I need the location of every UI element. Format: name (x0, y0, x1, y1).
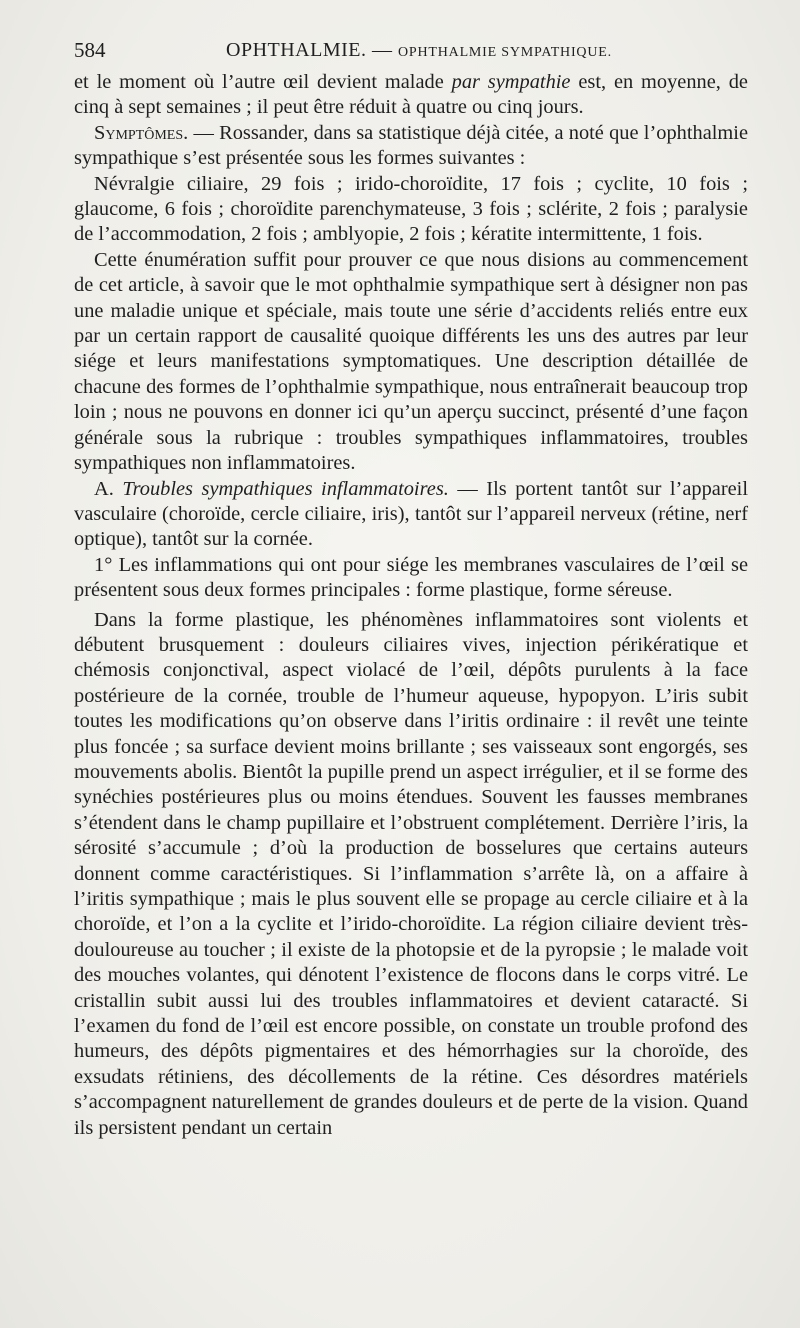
section-heading-troubles: Troubles sympathiques inflammatoires. (122, 477, 449, 500)
paragraph-1 (74, 70, 748, 121)
running-title-sub: OPHTHALMIE SYMPATHIQUE. (398, 45, 612, 60)
paragraph-1-italic: par sympathie (451, 71, 571, 93)
paragraph-1-rest: est, en moyenne, de cinq à sept semaines ; il peut être réduit à quatre ou cinq jours. (74, 71, 748, 119)
page-number: 584 (74, 38, 106, 62)
paragraph-troubles-text: — Ils portent tantôt sur l’appareil vasculaire (choroïde, cercle ciliaire, iris), tantôt sur l’appareil nerveux (rétine, nerf optique), tantôt sur la cornée. (74, 477, 749, 551)
running-title-main: OPHTHALMIE. (226, 39, 367, 61)
paragraph-inflammations: 1° Les inflammations qui ont pour siége les membranes vasculaires de l’œil se présentent sous deux formes principales : forme plastique, forme séreuse. (74, 553, 748, 602)
running-header (74, 38, 744, 68)
paragraph-symptomes-text: — Rossander, dans sa statistique déjà citée, a noté que l’ophthalmie sympathique s’est présentée sous les formes suivantes : (74, 121, 748, 170)
section-label-a: A. (94, 477, 123, 500)
running-title-dash: — (366, 39, 398, 61)
running-title (226, 39, 612, 62)
paragraph-troubles-inflammatoires (74, 477, 748, 553)
page-body (74, 70, 748, 1141)
paragraph-forme-plastique: Dans la forme plastique, les phénomènes inflammatoires sont violents et débutent brusquement : douleurs ciliaires vives, injection périkératique et chémosis conjonctival, aspect violacé de l’œil, dépôts purulents à la face postérieure de la cornée, trouble de l’humeur aqueuse, hypopyon. L’iris subit toutes les modifications qu’on observe dans l’iritis ordinaire : il revêt une teinte plus foncée ; sa surface devient moins brillante ; ses vaisseaux sont engorgés, ses mouvements abolis. Bientôt la pupille prend un aspect irrégulier, et il se forme des synéchies postérieures plus ou moins étendues. Souvent les fausses membranes s’étendent dans le champ pupillaire et l’obstruent complétement. Derrière l’iris, la sérosité s’accumule ; d’où la production de bosselures que certains auteurs donnent comme caractéristiques. Si l’inflammation s’arrête là, on a affaire à l’iritis sympathique ; mais le plus souvent elle se propage au cercle ciliaire et à la choroïde, et l’on a la cyclite et l’irido-choroïdite. La région ciliaire devient très-douloureuse au toucher ; il existe de la photopsie et de la pyropsie ; le malade voit des mouches volantes, qui dénotent l’existence de flocons dans le corps vitré. Le cristallin subit aussi lui des troubles inflammatoires et devient cataracté. Si l’examen du fond de l’œil est encore possible, on constate un trouble profond des humeurs, des dépôts pigmentaires et des hémorrhagies sur la choroïde, des exsudats rétiniens, des décollements de la rétine. Ces désordres matériels s’accompagnent naturellement de grandes douleurs et de perte de la vision. Quand ils persistent pendant un certain (74, 608, 748, 1139)
paragraph-enumeration: Cette énumération suffit pour prouver ce que nous disions au commencement de cet article, à savoir que le mot ophthalmie sympathique sert à désigner non pas une maladie unique et spéciale, mais toute une série d’accidents reliés entre eux par un certain rapport de causalité quoique différents les uns des autres par leur siége et leurs manifestations symptomatiques. Une description détaillée de chacune des formes de l’ophthalmie sympathique, nous entraînerait beaucoup trop loin ; nous ne pouvons en donner ici qu’un aperçu succinct, présenté d’une façon générale sous la rubrique : troubles sympathiques inflammatoires, troubles sympathiques non inflammatoires. (74, 248, 748, 475)
paragraph-list-forms: Névralgie ciliaire, 29 fois ; irido-choroïdite, 17 fois ; cyclite, 10 fois ; glaucome, 6 fois ; choroïdite parenchymateuse, 3 fois ; sclérite, 2 fois ; paralysie de l’accommodation, 2 fois ; amblyopie, 2 fois ; kératite intermittente, 1 fois. (74, 172, 748, 246)
paragraph-1-text: et le moment où l’autre œil devient malade (74, 71, 452, 93)
section-heading-symptomes: Symptômes. (94, 121, 189, 144)
paragraph-symptomes (74, 121, 748, 172)
